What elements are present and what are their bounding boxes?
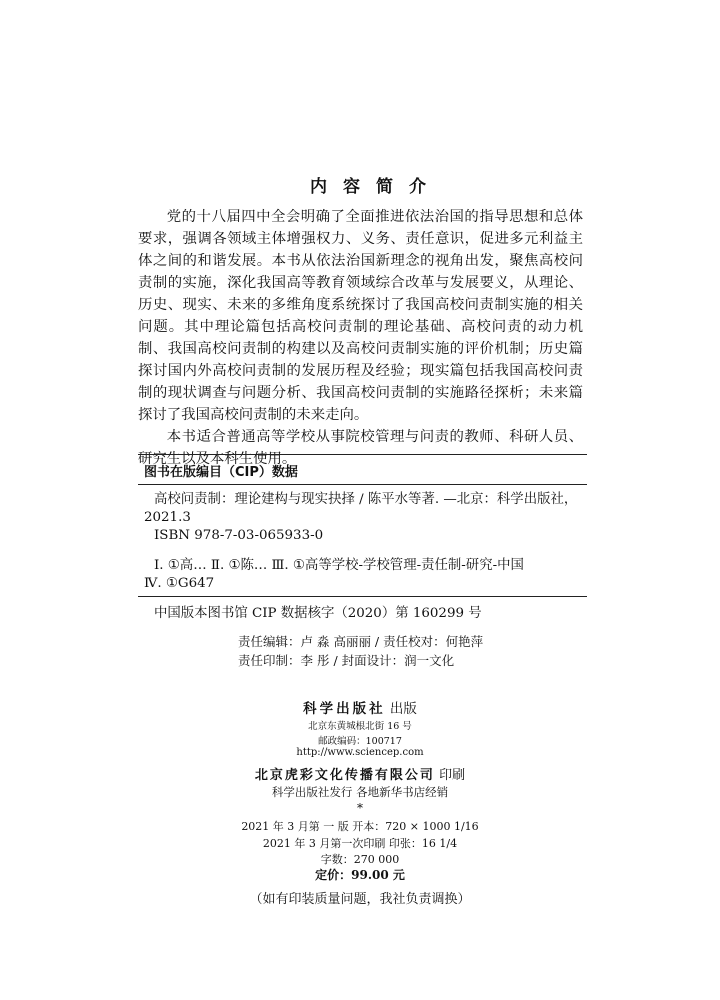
publisher-line [0,697,720,717]
publisher-website: http://www.sciencep.com [296,747,424,758]
printer-name: 北京虎彩文化传播有限公司 [254,768,435,783]
summary-paragraph: 本书适合普通高等学校从事院校管理与问责的教师、科研人员、研究生以及本科生使用。 [138,429,583,467]
distribution-line: 科学出版社发行 各地新华书店经销 [271,785,449,799]
summary-paragraph: 党的十八届四中全会明确了全面推进依法治国的指导思想和总体要求，强调各领域主体增强权力、义务、责任意识，促进多元利益主体之间的和谐发展。本书从依法治国新理念的视角出发，聚焦高校问责制的实施，深化我国高等教育领域综合改革与发展要义，从理论、历史、现实、未来的多维角度系统探讨了我国高校问责制实施的相关问题。其中理论篇包括高校问责制的理论基础、高校问责的动力机制、我国高校问责制的构建以及高校问责制实施的评价机制；历史篇探讨国内外高校问责制的发展历程及经验；现实篇包括我国高校问责制的现状调查与问题分析、我国高校问责制的实施路径探析；未来篇探讨了我国高校问责制的未来走向。 [138,209,583,423]
publisher-address: 北京东黄城根北街 16 号 [308,721,412,732]
editor-credit-line: 责任编辑：卢 淼 高丽丽 / 责任校对：何艳萍 [238,634,484,649]
word-count: 字数：270 000 [320,853,400,866]
summary-title: 内容简介 [310,177,442,197]
editor-credits [238,632,483,670]
quality-notice: （如有印装质量问题，我社负责调换） [249,892,471,907]
cip-record [144,491,586,593]
price-line [0,866,720,883]
cip-heading-rule [138,484,587,485]
cip-title-line: 高校问责制：理论建构与现实抉择 / 陈平水等著. —北京：科学出版社， [154,492,578,507]
publisher-postcode: 邮政编码：100717 [318,736,402,747]
editor-credit-line: 责任印制：李 彤 / 封面设计：润一文化 [238,653,455,668]
price-label: 定价： [315,868,352,882]
summary-body [138,206,583,470]
cip-top-rule [138,454,587,455]
cip-heading: 图书在版编目（CIP）数据 [144,465,298,480]
publisher-suffix: 出版 [389,701,417,717]
separator-asterisk: * [357,801,363,815]
cip-classification-line: Ⅰ. ①高… Ⅱ. ①陈… Ⅲ. ①高等学校-学校管理-责任制-研究-中国 [154,558,524,573]
printer-line [0,764,720,783]
cip-classification-line: Ⅳ. ①G647 [144,576,215,591]
printer-suffix: 印刷 [439,768,466,783]
publisher-name: 科学出版社 [303,701,386,717]
price-value: 99.00 元 [351,868,405,882]
cip-year: 2021.3 [144,510,191,525]
cip-bottom-rule [138,596,587,597]
edition-line: 2021 年 3 月第 一 版 开本：720 × 1000 1/16 [241,820,479,833]
cip-isbn: ISBN 978-7-03-065933-0 [154,528,324,543]
printing-line: 2021 年 3 月第一次印刷 印张：16 1/4 [262,837,458,850]
cip-record-number: 中国版本图书馆 CIP 数据核字（2020）第 160299 号 [154,606,482,621]
